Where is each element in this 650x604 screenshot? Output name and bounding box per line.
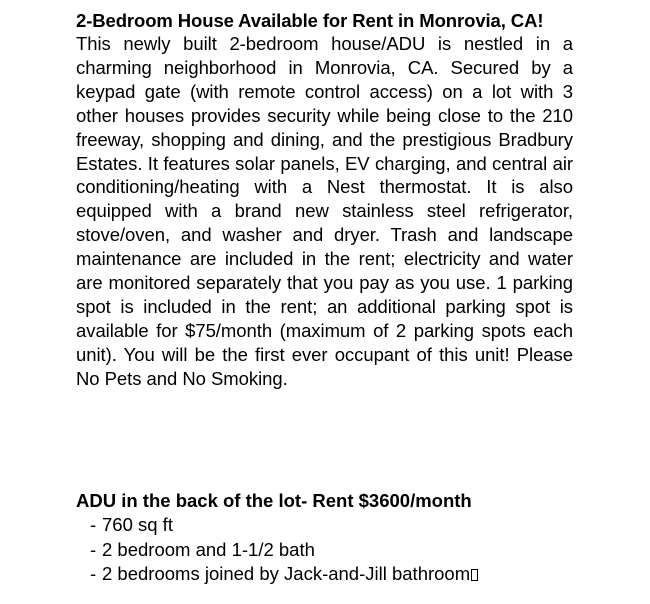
unit-section — [76, 489, 596, 587]
bullet-dash: - — [90, 538, 97, 560]
unit-title: ADU in the back of the lot- Rent $3600/month — [76, 490, 472, 511]
bullet-dash: - — [90, 563, 97, 584]
missing-glyph-icon — [471, 569, 478, 581]
feature-text: 760 sq ft — [102, 514, 173, 535]
feature-item-bathroom — [90, 562, 596, 587]
feature-text: 2 bedroom and 1-1/2 bath — [102, 538, 315, 560]
bullet-dash: - — [90, 514, 97, 535]
feature-list — [76, 513, 596, 587]
listing-description: This newly built 2-bedroom house/ADU is nestled in a charming neighborhood in Monrovia, CA. Secured by a keypad gate (with remote control access) on a lot with 3 other houses provides security while being close to the 210 freeway, shopping and dining, and the prestigious Bradbury Estates. It features solar panels, EV charging, and central air conditioning/heating with a Nest thermostat. It is also equipped with a brand new stainless steel refrigerator, stove/oven, and washer and dryer. Trash and landscape maintenance are included in the rent; electricity and water are monitored separately that you pay as you use. 1 parking spot is included in the rent; an additional parking spot is available for $75/month (maximum of 2 parking spots each unit). You will be the first ever occupant of this unit! Please No Pets and No Smoking. — [76, 33, 573, 389]
listing-title: 2-Bedroom House Available for Rent in Monrovia, CA! — [76, 10, 544, 31]
feature-text: 2 bedrooms joined by Jack-and-Jill bathroom — [102, 563, 471, 584]
feature-item-size — [90, 513, 596, 538]
feature-item-rooms — [90, 538, 596, 563]
listing-section — [76, 9, 573, 391]
